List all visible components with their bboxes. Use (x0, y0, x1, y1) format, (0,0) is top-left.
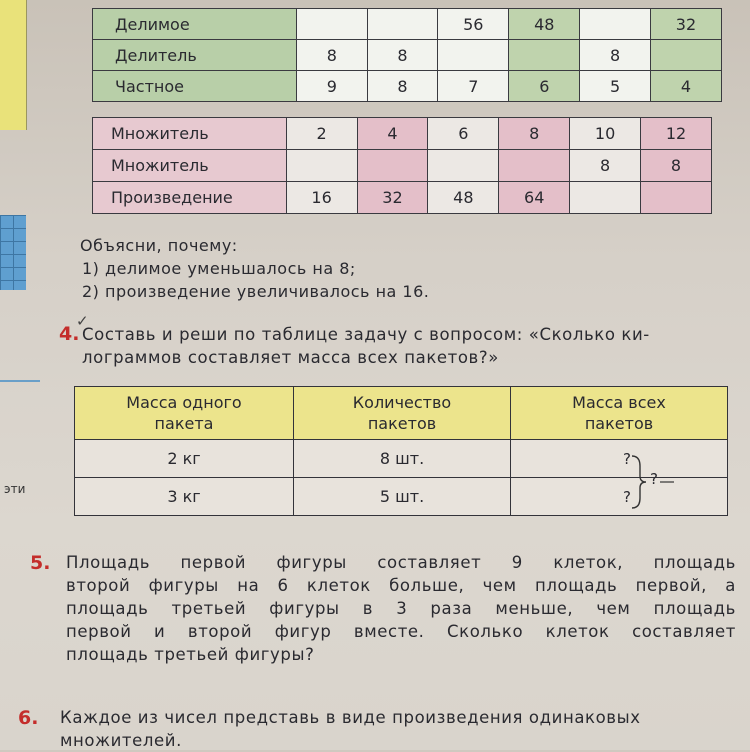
row-label: Произведение (93, 182, 287, 214)
table-cell: 7 (438, 71, 509, 102)
row-label: Частное (93, 71, 297, 102)
task5-line: площадь третьей фигуры? (66, 645, 315, 664)
header-line: Масса всех (572, 393, 666, 412)
table-cell: 32 (650, 9, 721, 40)
table-cell (580, 9, 651, 40)
table-cell: 56 (438, 9, 509, 40)
header-line: пакетов (367, 414, 437, 433)
table-cell (511, 440, 728, 478)
table-cell: 16 (286, 182, 357, 214)
table-cell: 8 (641, 150, 712, 182)
row-label: Множитель (93, 150, 287, 182)
table-cell: 8 шт. (294, 440, 511, 478)
task4-line: лограммов составляет масса всех пакетов?» (82, 348, 499, 367)
task-number: 6. (18, 707, 39, 729)
table-cell (511, 478, 728, 516)
table-cell (438, 40, 509, 71)
table-cell: 8 (580, 40, 651, 71)
table-cell: 2 (286, 118, 357, 150)
header-line: пакетов (584, 414, 654, 433)
table-cell (499, 150, 570, 182)
table-header-row (75, 387, 728, 440)
explain-title: Объясни, почему: (80, 236, 238, 255)
column-header (294, 387, 511, 440)
task6-line: множителей. (60, 731, 182, 750)
task5-line: первой и второй фигур вместе. Сколько клеток составляет (66, 622, 736, 641)
table-cell (297, 9, 368, 40)
table-cell: 8 (499, 118, 570, 150)
table-row (93, 71, 722, 102)
table-cell (286, 150, 357, 182)
table-cell (428, 150, 499, 182)
explain-block (80, 234, 429, 303)
explain-item: 1) делимое уменьшалось на 8; (82, 259, 356, 278)
explain-item: 2) произведение увеличивалось на 16. (82, 282, 430, 301)
table-cell: 8 (297, 40, 368, 71)
table-cell: 48 (509, 9, 580, 40)
column-header (511, 387, 728, 440)
table-cell: 8 (570, 150, 641, 182)
margin-text: эти (4, 482, 26, 496)
task6-text (60, 706, 750, 752)
task-number: 5. (30, 552, 51, 574)
task5-text (66, 551, 736, 666)
table-cell: 64 (499, 182, 570, 214)
row-label: Делитель (93, 40, 297, 71)
multiplication-table (92, 117, 712, 214)
table-cell: 6 (428, 118, 499, 150)
table-cell: 48 (428, 182, 499, 214)
unknown-value: ? (623, 488, 631, 506)
row-label: Множитель (93, 118, 287, 150)
task5-line: площадь третьей фигуры в 3 раза меньше, чем площадь (66, 599, 736, 618)
task5-line: второй фигуры на 6 клеток больше, чем площадь первой, а (66, 576, 736, 595)
header-line: Масса одного (126, 393, 242, 412)
table-cell: 32 (357, 182, 428, 214)
table-cell: 5 шт. (294, 478, 511, 516)
table-cell: 10 (570, 118, 641, 150)
check-mark-icon: ✓ (76, 312, 89, 330)
task5-line: Площадь первой фигуры составляет 9 клеток, площадь (66, 553, 736, 572)
table-cell: 2 кг (75, 440, 294, 478)
table-row (93, 182, 712, 214)
table-cell: 4 (357, 118, 428, 150)
table-cell (650, 40, 721, 71)
sum-question: ? (650, 470, 658, 488)
task6-line: Каждое из чисел представь в виде произведения одинаковых (60, 708, 641, 727)
table-cell: 9 (297, 71, 368, 102)
table-cell (357, 150, 428, 182)
row-label: Делимое (93, 9, 297, 40)
table-cell: 5 (580, 71, 651, 102)
column-header (75, 387, 294, 440)
header-line: пакета (154, 414, 214, 433)
table-cell: 4 (650, 71, 721, 102)
task-number: 4. (59, 323, 80, 345)
margin-grid-block (0, 215, 26, 290)
margin-yellow-block (0, 0, 27, 130)
table-row (93, 40, 722, 71)
division-table (92, 8, 722, 102)
header-line: Количество (352, 393, 452, 412)
table-cell (367, 9, 438, 40)
table-cell (509, 40, 580, 71)
table-cell (641, 182, 712, 214)
unknown-value: ? (623, 450, 631, 468)
table-cell: 8 (367, 71, 438, 102)
table-row (93, 118, 712, 150)
table-cell (570, 182, 641, 214)
table-row (93, 9, 722, 40)
table-cell: 8 (367, 40, 438, 71)
task4-line: Составь и реши по таблице задачу с вопросом: «Сколько ки- (82, 325, 650, 344)
table-cell: 3 кг (75, 478, 294, 516)
table-cell: 6 (509, 71, 580, 102)
table-row (93, 150, 712, 182)
task4-text (82, 323, 728, 369)
margin-line (0, 380, 40, 382)
table-cell: 12 (641, 118, 712, 150)
